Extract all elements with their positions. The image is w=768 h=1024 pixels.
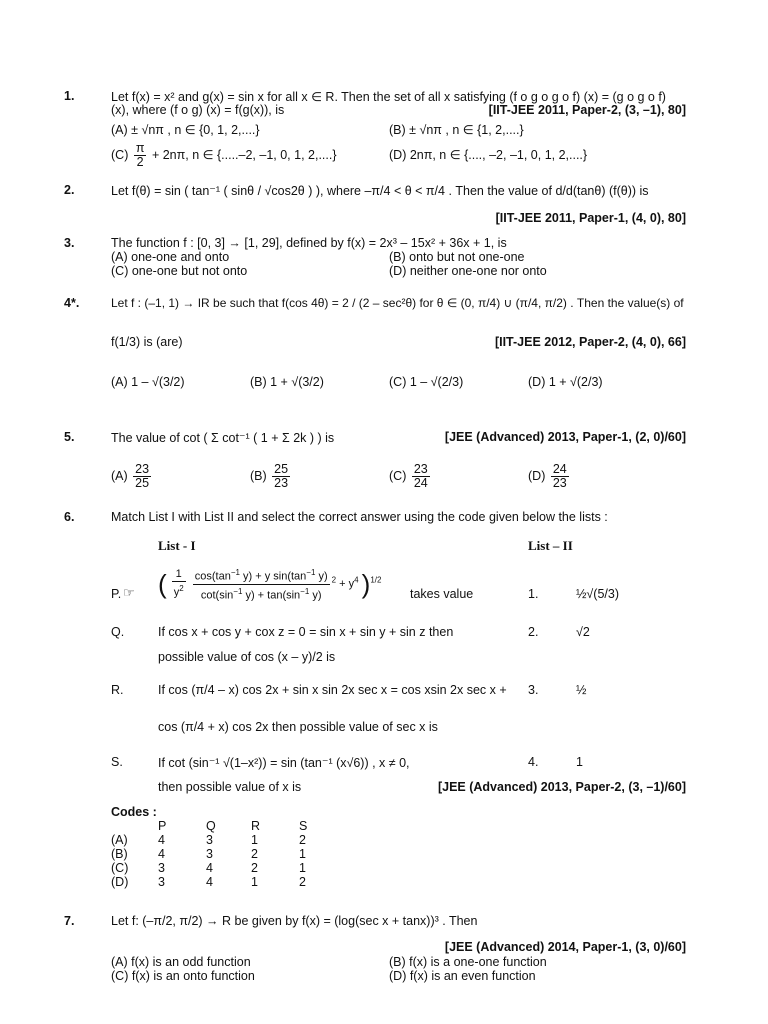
q7-option-a: (A) f(x) is an odd function: [111, 955, 251, 969]
r-text-line2: cos (π/4 + x) cos 2x then possible value of sec x is: [158, 720, 438, 734]
codes-cell: 1: [251, 875, 258, 889]
r-label: R.: [111, 683, 124, 697]
q-text-line1: If cos x + cos y + cox z = 0 = sin x + sin y + sin z then: [158, 625, 454, 639]
q5-reference: [JEE (Advanced) 2013, Paper-1, (2, 0)/60]: [444, 430, 686, 444]
codes-cell: 4: [158, 833, 165, 847]
codes-cell: 3: [206, 833, 213, 847]
q3-option-d: (D) neither one-one nor onto: [389, 264, 547, 278]
q5-option-b: (B) $\frac{25}{23}$: [250, 462, 289, 490]
q7-option-c: (C) f(x) is an onto function: [111, 969, 255, 983]
q4-option-c: (C) 1 – √(2/3): [389, 375, 464, 389]
codes-cell: 2: [251, 847, 258, 861]
codes-cell: 3: [158, 875, 165, 889]
p-label: P.: [111, 587, 122, 601]
list-two-item-number: 3.: [528, 683, 539, 697]
codes-cell: 1: [251, 833, 258, 847]
list-two-heading: List – II: [528, 538, 573, 553]
codes-cell: 1: [299, 847, 306, 861]
s-text-line1: If cot (sin⁻¹ √(1–x²)) = sin (tan⁻¹ (x√6)) , x ≠ 0,: [158, 756, 410, 770]
list-two-item-number: 2.: [528, 625, 539, 639]
q6-number: 6.: [64, 510, 75, 524]
codes-cell: 4: [206, 861, 213, 875]
q1-option-d: (D) 2nπ, n ∈ {...., –2, –1, 0, 1, 2,....}: [389, 148, 588, 162]
q4-option-a: (A) 1 – √(3/2): [111, 375, 185, 389]
q7-text: Let f: (–π/2, π/2) → R be given by f(x) = (log(sec x + tanx))³ . Then: [111, 914, 478, 928]
p-expression: ( $\frac{1}{y^2}$ $\frac{\cos(\tan^{-1} y) + y \sin(\tan^{-1} y)}{\cot(\sin^{-1} y) + \tan(\sin^{-1} y)}$ $^2 + y^4$ )$^{1/2}$: [158, 568, 382, 602]
q3-text: The function f : [0, 3] → [1, 29], defined by f(x) = 2x³ – 15x² + 36x + 1, is: [111, 236, 507, 250]
codes-row: [111, 833, 339, 847]
q7-number: 7.: [64, 914, 75, 928]
list-two-item-number: 1.: [528, 587, 539, 601]
codes-cell: (C): [111, 861, 129, 875]
q4-option-d: (D) 1 + √(2/3): [528, 375, 603, 389]
q7-option-d: (D) f(x) is an even function: [389, 969, 536, 983]
q7-reference: [JEE (Advanced) 2014, Paper-1, (3, 0)/60]: [444, 940, 686, 954]
s-label: S.: [111, 755, 123, 769]
q3-number: 3.: [64, 236, 75, 250]
q6-text: Match List I with List II and select the correct answer using the code given below the lists :: [111, 510, 608, 524]
codes-header-cell: S: [299, 819, 308, 833]
q-text-line2: possible value of cos (x – y)/2 is: [158, 650, 336, 664]
q1-option-c: (C) $\frac{\pi}{2}$ + 2nπ, n ∈ {.....–2, –1, 0, 1, 2,....}: [111, 141, 337, 169]
r-text-line1: If cos (π/4 – x) cos 2x + sin x sin 2x sec x = cos xsin 2x sec x +: [158, 683, 507, 697]
q3-option-b: (B) onto but not one-one: [389, 250, 525, 264]
codes-header-cell: [111, 819, 158, 833]
q1-number: 1.: [64, 89, 75, 103]
codes-header-cell: Q: [206, 819, 216, 833]
codes-header-cell: P: [158, 819, 167, 833]
codes-cell: (B): [111, 847, 128, 861]
q4-text: Let f : (–1, 1) → IR be such that f(cos 4θ) = 2 / (2 – sec²θ) for θ ∈ (0, π/4) ∪ (π/4, π/2) . Then the value(s) of: [111, 296, 684, 310]
list-two-item-value: √2: [576, 625, 590, 639]
q6-reference: [JEE (Advanced) 2013, Paper-2, (3, –1)/60]: [437, 780, 686, 794]
q7-option-b: (B) f(x) is a one-one function: [389, 955, 547, 969]
codes-cell: 4: [206, 875, 213, 889]
q3-option-a: (A) one-one and onto: [111, 250, 230, 264]
q5-text: The value of cot ( Σ cot⁻¹ ( 1 + Σ 2k ) ) is: [111, 431, 335, 445]
codes-row: [111, 847, 339, 861]
q5-option-c: (C) $\frac{23}{24}$: [389, 462, 428, 490]
q5-option-a: (A) $\frac{23}{25}$: [111, 462, 150, 490]
codes-cell: (D): [111, 875, 129, 889]
q1-option-b: (B) ± √nπ , n ∈ {1, 2,....}: [389, 123, 524, 137]
q2-reference: [IIT-JEE 2011, Paper-1, (4, 0), 80]: [495, 211, 686, 225]
q4-number: 4*.: [64, 296, 80, 310]
codes-cell: 2: [299, 875, 306, 889]
q5-option-d: (D) $\frac{24}{23}$: [528, 462, 567, 490]
list-one-heading: List - I: [158, 538, 196, 553]
q1-option-a: (A) ± √nπ , n ∈ {0, 1, 2,....}: [111, 123, 260, 137]
s-text-line2: then possible value of x is: [158, 780, 302, 794]
q4-reference: [IIT-JEE 2012, Paper-2, (4, 0), 66]: [494, 335, 686, 349]
codes-cell: 2: [251, 861, 258, 875]
q-label: Q.: [111, 625, 125, 639]
codes-cell: 2: [299, 833, 306, 847]
q2-number: 2.: [64, 183, 75, 197]
pointing-hand-icon: ☞: [123, 585, 135, 600]
q1-reference: [IIT-JEE 2011, Paper-2, (3, –1), 80]: [488, 103, 686, 117]
codes-title: Codes :: [111, 805, 157, 819]
q2-text: Let f(θ) = sin ( tan⁻¹ ( sinθ / √cos2θ ) ), where –π/4 < θ < π/4 . Then the value of d/d(tanθ) (f(θ)) is: [111, 184, 649, 198]
codes-row: [111, 875, 339, 889]
codes-cell: 3: [158, 861, 165, 875]
codes-row: [111, 861, 339, 875]
codes-cell: 1: [299, 861, 306, 875]
list-two-item-value: ½√(5/3): [576, 587, 619, 601]
codes-header-cell: R: [251, 819, 261, 833]
q1-line2: (x), where (f o g) (x) = f(g(x)), is: [111, 103, 285, 117]
q3-option-c: (C) one-one but not onto: [111, 264, 248, 278]
codes-cell: 3: [206, 847, 213, 861]
list-two-item-number: 4.: [528, 755, 539, 769]
codes-table: [111, 819, 339, 889]
codes-header-row: [111, 819, 339, 833]
codes-cell: (A): [111, 833, 128, 847]
q4-line2: f(1/3) is (are): [111, 335, 183, 349]
list-two-item-value: 1: [576, 755, 583, 769]
list-two-item-value: ½: [576, 683, 587, 697]
q1-line1: Let f(x) = x² and g(x) = sin x for all x ∈ R. Then the set of all x satisfying (f o g o g o f) (x) = (g o g o f): [111, 90, 666, 104]
codes-cell: 4: [158, 847, 165, 861]
q5-number: 5.: [64, 430, 75, 444]
q4-option-b: (B) 1 + √(3/2): [250, 375, 324, 389]
p-text: takes value: [410, 587, 474, 601]
